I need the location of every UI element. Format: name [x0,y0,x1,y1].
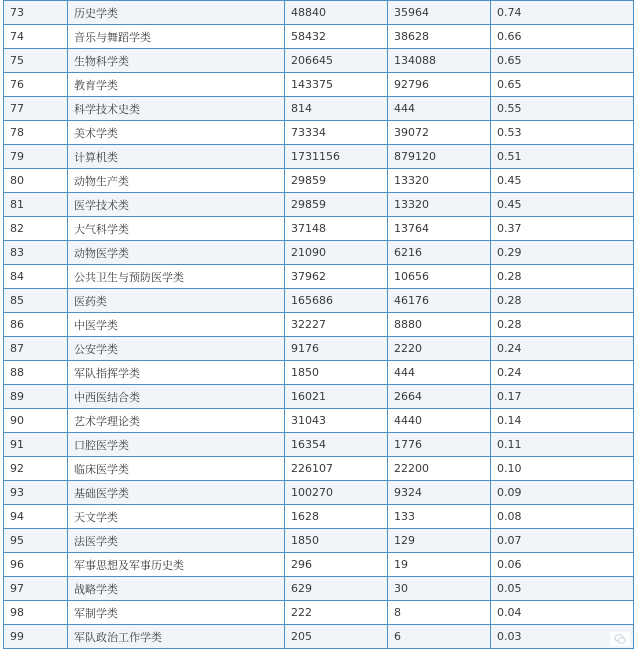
count-b-cell: 6216 [388,241,491,265]
ratio-cell: 0.11 [491,433,634,457]
rank-cell: 92 [4,457,68,481]
count-a-cell: 37148 [285,217,388,241]
rank-cell: 89 [4,385,68,409]
ratio-cell: 0.07 [491,529,634,553]
table-row [4,625,634,649]
rank-cell: 78 [4,121,68,145]
rank-cell: 73 [4,1,68,25]
table-row [4,25,634,49]
count-a-cell: 814 [285,97,388,121]
rank-cell: 86 [4,313,68,337]
major-name-cell: 天文学类 [68,505,285,529]
table-row [4,97,634,121]
count-a-cell: 16354 [285,433,388,457]
count-b-cell: 6 [388,625,491,649]
rank-cell: 94 [4,505,68,529]
ratio-cell: 0.04 [491,601,634,625]
count-a-cell: 100270 [285,481,388,505]
count-b-cell: 444 [388,361,491,385]
ratio-cell: 0.28 [491,265,634,289]
count-a-cell: 31043 [285,409,388,433]
ratio-cell: 0.17 [491,385,634,409]
major-name-cell: 生物科学类 [68,49,285,73]
ratio-cell: 0.10 [491,457,634,481]
table-body [4,1,634,649]
count-a-cell: 296 [285,553,388,577]
count-a-cell: 29859 [285,193,388,217]
rank-cell: 81 [4,193,68,217]
rank-cell: 95 [4,529,68,553]
major-name-cell: 教育学类 [68,73,285,97]
count-b-cell: 38628 [388,25,491,49]
rank-cell: 96 [4,553,68,577]
major-name-cell: 动物生产类 [68,169,285,193]
count-a-cell: 32227 [285,313,388,337]
table-row [4,217,634,241]
count-a-cell: 205 [285,625,388,649]
ratio-cell: 0.65 [491,49,634,73]
count-a-cell: 222 [285,601,388,625]
ratio-cell: 0.45 [491,193,634,217]
rank-cell: 90 [4,409,68,433]
count-b-cell: 9324 [388,481,491,505]
count-b-cell: 4440 [388,409,491,433]
count-b-cell: 2220 [388,337,491,361]
major-name-cell: 大气科学类 [68,217,285,241]
table-row [4,1,634,25]
count-b-cell: 134088 [388,49,491,73]
major-name-cell: 公安学类 [68,337,285,361]
count-a-cell: 629 [285,577,388,601]
count-a-cell: 37962 [285,265,388,289]
rank-cell: 93 [4,481,68,505]
table-row [4,457,634,481]
major-name-cell: 法医学类 [68,529,285,553]
table-row [4,313,634,337]
major-name-cell: 医药类 [68,289,285,313]
count-a-cell: 48840 [285,1,388,25]
rank-cell: 79 [4,145,68,169]
major-name-cell: 中医学类 [68,313,285,337]
count-b-cell: 35964 [388,1,491,25]
major-name-cell: 计算机类 [68,145,285,169]
count-a-cell: 165686 [285,289,388,313]
major-name-cell: 军队政治工作学类 [68,625,285,649]
table-row [4,145,634,169]
count-a-cell: 16021 [285,385,388,409]
table-row [4,289,634,313]
ratio-cell: 0.45 [491,169,634,193]
ratio-cell: 0.28 [491,313,634,337]
table-row [4,385,634,409]
ratio-cell: 0.14 [491,409,634,433]
major-name-cell: 临床医学类 [68,457,285,481]
count-a-cell: 1731156 [285,145,388,169]
watermark [610,632,630,646]
count-b-cell: 133 [388,505,491,529]
major-name-cell: 军队指挥学类 [68,361,285,385]
table-row [4,169,634,193]
major-name-cell: 音乐与舞蹈学类 [68,25,285,49]
major-name-cell: 口腔医学类 [68,433,285,457]
rank-cell: 91 [4,433,68,457]
major-name-cell: 医学技术类 [68,193,285,217]
major-name-cell: 动物医学类 [68,241,285,265]
rank-cell: 74 [4,25,68,49]
count-b-cell: 10656 [388,265,491,289]
count-b-cell: 2664 [388,385,491,409]
count-a-cell: 206645 [285,49,388,73]
rank-cell: 76 [4,73,68,97]
ratio-cell: 0.74 [491,1,634,25]
table-container [3,0,633,649]
ratio-cell: 0.24 [491,361,634,385]
count-b-cell: 30 [388,577,491,601]
major-name-cell: 基础医学类 [68,481,285,505]
ratio-cell: 0.06 [491,553,634,577]
rank-cell: 98 [4,601,68,625]
count-b-cell: 444 [388,97,491,121]
count-a-cell: 1850 [285,529,388,553]
count-b-cell: 1776 [388,433,491,457]
rank-cell: 75 [4,49,68,73]
count-a-cell: 1850 [285,361,388,385]
table-row [4,337,634,361]
rank-cell: 82 [4,217,68,241]
major-name-cell: 军制学类 [68,601,285,625]
table-row [4,265,634,289]
major-name-cell: 科学技术史类 [68,97,285,121]
count-a-cell: 29859 [285,169,388,193]
major-name-cell: 中西医结合类 [68,385,285,409]
count-b-cell: 8880 [388,313,491,337]
major-name-cell: 军事思想及军事历史类 [68,553,285,577]
table-row [4,601,634,625]
ratio-cell: 0.66 [491,25,634,49]
rank-cell: 97 [4,577,68,601]
rank-cell: 87 [4,337,68,361]
rank-cell: 83 [4,241,68,265]
count-a-cell: 226107 [285,457,388,481]
rank-cell: 80 [4,169,68,193]
count-a-cell: 73334 [285,121,388,145]
ratio-cell: 0.53 [491,121,634,145]
table-row [4,49,634,73]
major-name-cell: 艺术学理论类 [68,409,285,433]
count-b-cell: 8 [388,601,491,625]
table-row [4,577,634,601]
table-row [4,529,634,553]
table-row [4,553,634,577]
table-row [4,409,634,433]
ratio-cell: 0.51 [491,145,634,169]
ratio-cell: 0.28 [491,289,634,313]
table-row [4,193,634,217]
count-b-cell: 13320 [388,169,491,193]
table-row [4,73,634,97]
count-b-cell: 92796 [388,73,491,97]
count-a-cell: 21090 [285,241,388,265]
ratio-cell: 0.08 [491,505,634,529]
count-b-cell: 46176 [388,289,491,313]
table-row [4,121,634,145]
count-a-cell: 58432 [285,25,388,49]
count-b-cell: 879120 [388,145,491,169]
table-row [4,241,634,265]
count-b-cell: 129 [388,529,491,553]
ratio-cell: 0.05 [491,577,634,601]
major-name-cell: 美术学类 [68,121,285,145]
rank-cell: 77 [4,97,68,121]
count-a-cell: 1628 [285,505,388,529]
wechat-icon [614,633,626,645]
rank-cell: 99 [4,625,68,649]
ratio-cell: 0.03 [491,625,634,649]
major-name-cell: 战略学类 [68,577,285,601]
ratio-cell: 0.55 [491,97,634,121]
count-a-cell: 143375 [285,73,388,97]
table-row [4,433,634,457]
rank-cell: 84 [4,265,68,289]
table-row [4,505,634,529]
ratio-cell: 0.09 [491,481,634,505]
major-name-cell: 公共卫生与预防医学类 [68,265,285,289]
major-name-cell: 历史学类 [68,1,285,25]
table-row [4,481,634,505]
count-b-cell: 13764 [388,217,491,241]
count-b-cell: 39072 [388,121,491,145]
ratio-cell: 0.65 [491,73,634,97]
major-ratio-table [3,0,634,649]
ratio-cell: 0.37 [491,217,634,241]
count-b-cell: 13320 [388,193,491,217]
count-b-cell: 22200 [388,457,491,481]
count-a-cell: 9176 [285,337,388,361]
ratio-cell: 0.29 [491,241,634,265]
ratio-cell: 0.24 [491,337,634,361]
rank-cell: 88 [4,361,68,385]
rank-cell: 85 [4,289,68,313]
table-row [4,361,634,385]
count-b-cell: 19 [388,553,491,577]
